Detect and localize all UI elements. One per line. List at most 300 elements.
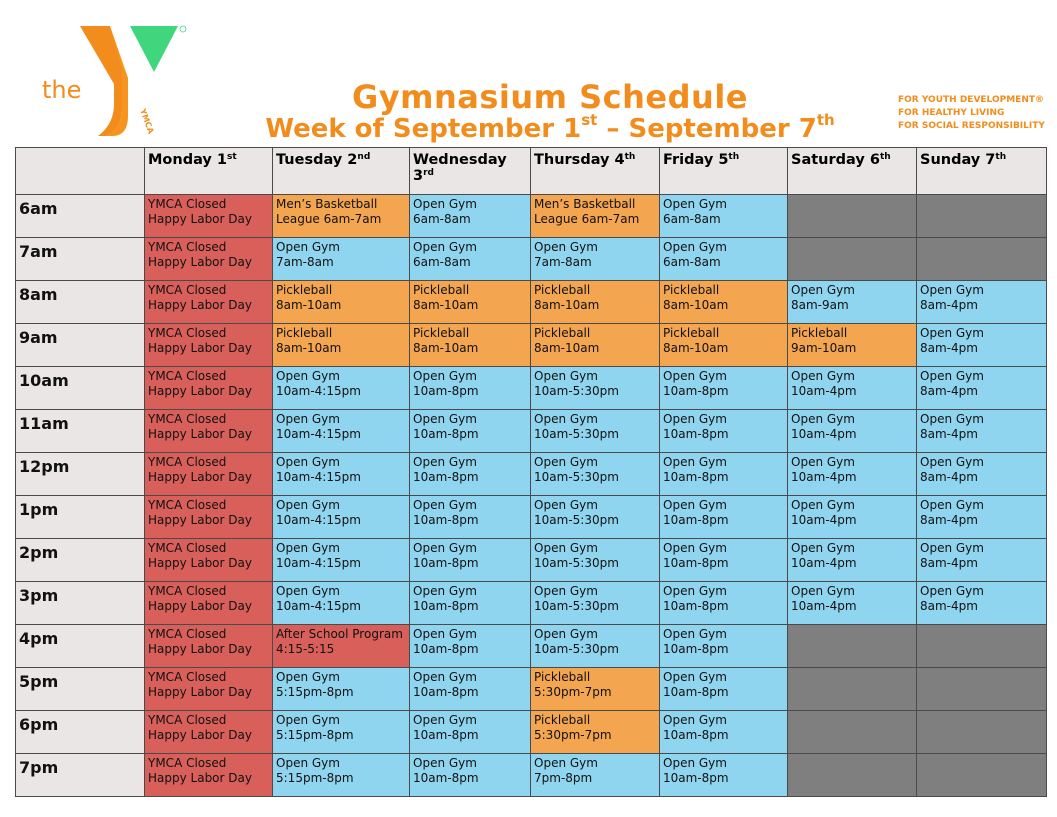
schedule-cell bbox=[273, 410, 410, 453]
activity-time: Happy Labor Day bbox=[148, 513, 252, 527]
schedule-cell bbox=[410, 625, 531, 668]
activity-name: Open Gym bbox=[413, 369, 477, 383]
activity-time: 5:30pm-7pm bbox=[534, 685, 612, 699]
activity-time: 10am-5:30pm bbox=[534, 513, 619, 527]
activity-time: 10am-8pm bbox=[663, 642, 729, 656]
activity-name: Open Gym bbox=[276, 412, 340, 426]
activity-time: 10am-4pm bbox=[791, 470, 857, 484]
activity-time: 8am-10am bbox=[276, 298, 342, 312]
schedule-cell bbox=[410, 754, 531, 797]
activity-name: Pickleball bbox=[534, 326, 591, 340]
schedule-cell bbox=[410, 711, 531, 754]
time-label: 7am bbox=[16, 238, 145, 281]
activity-name: YMCA Closed bbox=[148, 584, 227, 598]
activity-name: Open Gym bbox=[663, 756, 727, 770]
activity-time: 10am-8pm bbox=[413, 771, 479, 785]
schedule-cell bbox=[531, 367, 660, 410]
schedule-cell bbox=[145, 539, 273, 582]
schedule-cell bbox=[531, 668, 660, 711]
schedule-cell bbox=[660, 668, 788, 711]
activity-time: Happy Labor Day bbox=[148, 384, 252, 398]
logo-the-text: the bbox=[42, 76, 82, 104]
schedule-cell bbox=[660, 238, 788, 281]
activity-time: 8am-10am bbox=[534, 341, 600, 355]
activity-name: Open Gym bbox=[276, 455, 340, 469]
activity-name: Open Gym bbox=[791, 369, 855, 383]
schedule-cell bbox=[788, 410, 917, 453]
activity-name: YMCA Closed bbox=[148, 283, 227, 297]
activity-name: Open Gym bbox=[920, 584, 984, 598]
activity-name: Pickleball bbox=[534, 670, 591, 684]
schedule-row bbox=[16, 410, 1047, 453]
activity-name: Open Gym bbox=[276, 369, 340, 383]
page-subtitle: Week of September 1st – September 7th bbox=[265, 111, 835, 144]
activity-time: 8am-4pm bbox=[920, 384, 978, 398]
activity-time: 10am-8pm bbox=[413, 728, 479, 742]
activity-time: 7am-8am bbox=[534, 255, 592, 269]
activity-time: Happy Labor Day bbox=[148, 212, 252, 226]
activity-time: Happy Labor Day bbox=[148, 470, 252, 484]
activity-name: Open Gym bbox=[791, 541, 855, 555]
activity-time: 8am-10am bbox=[413, 298, 479, 312]
activity-time: 8am-4pm bbox=[920, 556, 978, 570]
schedule-cell bbox=[917, 324, 1047, 367]
activity-time: 10am-8pm bbox=[663, 513, 729, 527]
schedule-cell bbox=[788, 496, 917, 539]
schedule-cell bbox=[273, 238, 410, 281]
activity-name: YMCA Closed bbox=[148, 197, 227, 211]
schedule-cell bbox=[410, 453, 531, 496]
schedule-cell bbox=[145, 324, 273, 367]
schedule-cell bbox=[788, 195, 917, 238]
schedule-cell bbox=[531, 281, 660, 324]
activity-time: 8am-10am bbox=[276, 341, 342, 355]
activity-time: 6am-8am bbox=[413, 255, 471, 269]
schedule-cell bbox=[660, 453, 788, 496]
activity-time: 10am-4:15pm bbox=[276, 513, 361, 527]
schedule-cell bbox=[788, 367, 917, 410]
activity-name: Open Gym bbox=[413, 756, 477, 770]
schedule-row bbox=[16, 582, 1047, 625]
activity-time: 10am-5:30pm bbox=[534, 556, 619, 570]
schedule-cell bbox=[788, 453, 917, 496]
activity-name: Open Gym bbox=[791, 283, 855, 297]
activity-name: Open Gym bbox=[663, 369, 727, 383]
schedule-cell bbox=[273, 496, 410, 539]
tagline-line: FOR YOUTH DEVELOPMENT® bbox=[898, 95, 1044, 105]
activity-name: Open Gym bbox=[534, 541, 598, 555]
schedule-cell bbox=[531, 539, 660, 582]
schedule-cell bbox=[145, 625, 273, 668]
schedule-cell bbox=[788, 668, 917, 711]
activity-time: 5:30pm-7pm bbox=[534, 728, 612, 742]
time-label: 3pm bbox=[16, 582, 145, 625]
day-header: Wednesday 3rd bbox=[410, 148, 531, 195]
activity-name: Open Gym bbox=[413, 670, 477, 684]
activity-time: 10am-4:15pm bbox=[276, 384, 361, 398]
schedule-cell bbox=[660, 281, 788, 324]
day-header: Saturday 6th bbox=[788, 148, 917, 195]
activity-time: 10am-8pm bbox=[413, 556, 479, 570]
activity-time: 10am-8pm bbox=[663, 470, 729, 484]
activity-name: Open Gym bbox=[791, 584, 855, 598]
schedule-cell bbox=[917, 754, 1047, 797]
schedule-cell bbox=[145, 410, 273, 453]
schedule-cell bbox=[273, 539, 410, 582]
activity-time: 10am-4pm bbox=[791, 384, 857, 398]
activity-time: Happy Labor Day bbox=[148, 255, 252, 269]
day-header: Thursday 4th bbox=[531, 148, 660, 195]
activity-time: 10am-8pm bbox=[663, 599, 729, 613]
time-label: 6am bbox=[16, 195, 145, 238]
activity-time: Happy Labor Day bbox=[148, 341, 252, 355]
activity-name: YMCA Closed bbox=[148, 369, 227, 383]
ymca-logo bbox=[36, 20, 196, 142]
activity-time: 10am-8pm bbox=[663, 685, 729, 699]
activity-name: Pickleball bbox=[534, 283, 591, 297]
activity-name: Open Gym bbox=[413, 455, 477, 469]
header-row bbox=[16, 148, 1047, 195]
activity-name: Open Gym bbox=[663, 240, 727, 254]
activity-time: 10am-4pm bbox=[791, 599, 857, 613]
activity-time: 5:15pm-8pm bbox=[276, 685, 354, 699]
schedule-cell bbox=[145, 582, 273, 625]
activity-name: Open Gym bbox=[276, 713, 340, 727]
activity-name: Open Gym bbox=[276, 756, 340, 770]
schedule-cell bbox=[531, 410, 660, 453]
schedule-cell bbox=[410, 281, 531, 324]
activity-time: 6am-8am bbox=[663, 212, 721, 226]
schedule-cell bbox=[145, 453, 273, 496]
schedule-cell bbox=[660, 625, 788, 668]
schedule-cell bbox=[917, 668, 1047, 711]
activity-time: 10am-5:30pm bbox=[534, 384, 619, 398]
activity-time: Happy Labor Day bbox=[148, 771, 252, 785]
activity-name: Open Gym bbox=[663, 584, 727, 598]
activity-time: 8am-10am bbox=[413, 341, 479, 355]
activity-time: 10am-4pm bbox=[791, 427, 857, 441]
tagline bbox=[898, 94, 1045, 133]
activity-time: League 6am-7am bbox=[276, 212, 382, 226]
schedule-cell bbox=[145, 367, 273, 410]
schedule-row bbox=[16, 539, 1047, 582]
schedule-cell bbox=[917, 582, 1047, 625]
activity-name: Open Gym bbox=[534, 584, 598, 598]
schedule-cell bbox=[273, 754, 410, 797]
activity-time: 8am-4pm bbox=[920, 341, 978, 355]
schedule-cell bbox=[273, 324, 410, 367]
activity-name: Open Gym bbox=[920, 541, 984, 555]
activity-name: Pickleball bbox=[791, 326, 848, 340]
page-title: Gymnasium Schedule bbox=[352, 78, 748, 116]
activity-name: After School Program bbox=[276, 627, 403, 641]
schedule-row bbox=[16, 324, 1047, 367]
day-header: Friday 5th bbox=[660, 148, 788, 195]
activity-name: Pickleball bbox=[534, 713, 591, 727]
activity-name: Open Gym bbox=[663, 670, 727, 684]
schedule-cell bbox=[145, 238, 273, 281]
day-header: Monday 1st bbox=[145, 148, 273, 195]
schedule-row bbox=[16, 754, 1047, 797]
schedule-cell bbox=[531, 195, 660, 238]
tagline-line: FOR SOCIAL RESPONSIBILITY bbox=[898, 121, 1045, 131]
activity-name: Open Gym bbox=[663, 455, 727, 469]
activity-name: YMCA Closed bbox=[148, 627, 227, 641]
activity-name: Open Gym bbox=[413, 498, 477, 512]
activity-time: 8am-4pm bbox=[920, 599, 978, 613]
schedule-row bbox=[16, 367, 1047, 410]
schedule-cell bbox=[531, 625, 660, 668]
schedule-cell bbox=[273, 625, 410, 668]
activity-time: 9am-10am bbox=[791, 341, 857, 355]
schedule-cell bbox=[660, 582, 788, 625]
activity-name: Open Gym bbox=[920, 369, 984, 383]
schedule-cell bbox=[531, 238, 660, 281]
activity-name: Open Gym bbox=[920, 455, 984, 469]
schedule-cell bbox=[660, 539, 788, 582]
activity-time: 8am-4pm bbox=[920, 427, 978, 441]
schedule-cell bbox=[917, 496, 1047, 539]
time-label: 12pm bbox=[16, 453, 145, 496]
schedule-cell bbox=[788, 324, 917, 367]
activity-name: Open Gym bbox=[663, 541, 727, 555]
time-label: 11am bbox=[16, 410, 145, 453]
activity-time: 7am-8am bbox=[276, 255, 334, 269]
schedule-cell bbox=[410, 496, 531, 539]
schedule-cell bbox=[273, 582, 410, 625]
activity-name: Open Gym bbox=[276, 541, 340, 555]
time-label: 4pm bbox=[16, 625, 145, 668]
schedule-cell bbox=[660, 324, 788, 367]
schedule-cell bbox=[788, 754, 917, 797]
schedule-cell bbox=[145, 496, 273, 539]
activity-name: YMCA Closed bbox=[148, 498, 227, 512]
schedule-cell bbox=[917, 367, 1047, 410]
schedule-cell bbox=[273, 668, 410, 711]
schedule-cell bbox=[531, 711, 660, 754]
time-label: 9am bbox=[16, 324, 145, 367]
activity-name: Open Gym bbox=[276, 670, 340, 684]
activity-time: League 6am-7am bbox=[534, 212, 640, 226]
activity-time: 6am-8am bbox=[413, 212, 471, 226]
activity-name: Open Gym bbox=[276, 240, 340, 254]
activity-name: YMCA Closed bbox=[148, 670, 227, 684]
schedule-cell bbox=[410, 195, 531, 238]
activity-name: Pickleball bbox=[276, 283, 333, 297]
activity-name: Open Gym bbox=[413, 197, 477, 211]
activity-time: 10am-5:30pm bbox=[534, 427, 619, 441]
activity-time: 10am-4pm bbox=[791, 513, 857, 527]
activity-time: 5:15pm-8pm bbox=[276, 728, 354, 742]
schedule-cell bbox=[273, 711, 410, 754]
activity-time: 10am-8pm bbox=[413, 685, 479, 699]
schedule-row bbox=[16, 496, 1047, 539]
activity-name: Open Gym bbox=[534, 498, 598, 512]
activity-time: Happy Labor Day bbox=[148, 642, 252, 656]
activity-time: 10am-5:30pm bbox=[534, 599, 619, 613]
activity-time: Happy Labor Day bbox=[148, 685, 252, 699]
activity-time: Happy Labor Day bbox=[148, 599, 252, 613]
activity-time: 8am-10am bbox=[663, 341, 729, 355]
logo-ymca-text: YMCA bbox=[138, 107, 156, 135]
activity-time: 10am-4:15pm bbox=[276, 427, 361, 441]
activity-name: Open Gym bbox=[276, 498, 340, 512]
schedule-cell bbox=[660, 367, 788, 410]
activity-time: 10am-8pm bbox=[413, 599, 479, 613]
activity-time: 10am-5:30pm bbox=[534, 642, 619, 656]
schedule-row bbox=[16, 195, 1047, 238]
activity-name: Men’s Basketball bbox=[276, 197, 378, 211]
activity-time: 8am-4pm bbox=[920, 513, 978, 527]
activity-time: 10am-8pm bbox=[413, 427, 479, 441]
activity-time: 7pm-8pm bbox=[534, 771, 593, 785]
schedule-cell bbox=[273, 281, 410, 324]
activity-time: 4:15-5:15 bbox=[276, 642, 335, 656]
schedule-cell bbox=[410, 324, 531, 367]
schedule-row bbox=[16, 668, 1047, 711]
schedule-cell bbox=[917, 281, 1047, 324]
activity-time: 10am-8pm bbox=[663, 771, 729, 785]
schedule-table bbox=[15, 147, 1047, 797]
activity-name: Open Gym bbox=[663, 412, 727, 426]
activity-time: Happy Labor Day bbox=[148, 298, 252, 312]
schedule-cell bbox=[788, 238, 917, 281]
activity-name: Open Gym bbox=[663, 627, 727, 641]
schedule-cell bbox=[917, 711, 1047, 754]
activity-name: Open Gym bbox=[920, 326, 984, 340]
schedule-row bbox=[16, 281, 1047, 324]
schedule-row bbox=[16, 453, 1047, 496]
activity-name: Open Gym bbox=[534, 369, 598, 383]
activity-time: 10am-8pm bbox=[413, 513, 479, 527]
schedule-cell bbox=[273, 195, 410, 238]
activity-time: 8am-10am bbox=[534, 298, 600, 312]
activity-name: YMCA Closed bbox=[148, 756, 227, 770]
activity-time: 10am-8pm bbox=[663, 384, 729, 398]
activity-name: Pickleball bbox=[663, 283, 720, 297]
activity-name: Pickleball bbox=[413, 326, 470, 340]
activity-name: Open Gym bbox=[920, 283, 984, 297]
schedule-cell bbox=[145, 668, 273, 711]
schedule-cell bbox=[410, 410, 531, 453]
schedule-cell bbox=[660, 496, 788, 539]
activity-name: Open Gym bbox=[534, 412, 598, 426]
activity-time: 10am-8pm bbox=[663, 556, 729, 570]
activity-time: 8am-10am bbox=[663, 298, 729, 312]
schedule-cell bbox=[145, 195, 273, 238]
schedule-cell bbox=[788, 281, 917, 324]
activity-name: Men’s Basketball bbox=[534, 197, 636, 211]
schedule-cell bbox=[660, 410, 788, 453]
activity-name: YMCA Closed bbox=[148, 326, 227, 340]
schedule-cell bbox=[788, 625, 917, 668]
activity-time: 10am-5:30pm bbox=[534, 470, 619, 484]
header-corner bbox=[16, 148, 145, 195]
schedule-cell bbox=[788, 539, 917, 582]
activity-name: Open Gym bbox=[413, 240, 477, 254]
activity-name: Open Gym bbox=[663, 197, 727, 211]
activity-name: Open Gym bbox=[791, 455, 855, 469]
schedule-row bbox=[16, 238, 1047, 281]
schedule-cell bbox=[917, 625, 1047, 668]
time-label: 7pm bbox=[16, 754, 145, 797]
schedule-cell bbox=[917, 539, 1047, 582]
time-label: 10am bbox=[16, 367, 145, 410]
activity-time: 10am-8pm bbox=[413, 384, 479, 398]
activity-name: Open Gym bbox=[534, 240, 598, 254]
activity-name: Open Gym bbox=[413, 541, 477, 555]
activity-time: 10am-4pm bbox=[791, 556, 857, 570]
activity-name: Open Gym bbox=[534, 627, 598, 641]
tagline-line: FOR HEALTHY LIVING bbox=[898, 108, 1005, 118]
time-label: 2pm bbox=[16, 539, 145, 582]
activity-name: Open Gym bbox=[663, 713, 727, 727]
activity-time: 10am-8pm bbox=[663, 728, 729, 742]
schedule-cell bbox=[660, 711, 788, 754]
activity-time: 5:15pm-8pm bbox=[276, 771, 354, 785]
schedule-cell bbox=[410, 367, 531, 410]
time-label: 5pm bbox=[16, 668, 145, 711]
day-header: Sunday 7th bbox=[917, 148, 1047, 195]
schedule-cell bbox=[145, 754, 273, 797]
activity-name: Pickleball bbox=[413, 283, 470, 297]
schedule-cell bbox=[788, 582, 917, 625]
schedule-cell bbox=[531, 496, 660, 539]
schedule-cell bbox=[531, 582, 660, 625]
activity-name: Open Gym bbox=[791, 498, 855, 512]
schedule-cell bbox=[531, 324, 660, 367]
activity-time: 10am-4:15pm bbox=[276, 470, 361, 484]
activity-time: 10am-8pm bbox=[413, 642, 479, 656]
activity-name: YMCA Closed bbox=[148, 455, 227, 469]
schedule-cell bbox=[660, 754, 788, 797]
schedule-cell bbox=[410, 238, 531, 281]
schedule-cell bbox=[917, 410, 1047, 453]
schedule-row bbox=[16, 625, 1047, 668]
schedule-cell bbox=[917, 453, 1047, 496]
schedule-cell bbox=[145, 711, 273, 754]
activity-name: Open Gym bbox=[413, 627, 477, 641]
activity-name: YMCA Closed bbox=[148, 412, 227, 426]
activity-name: Open Gym bbox=[920, 498, 984, 512]
schedule-cell bbox=[788, 711, 917, 754]
schedule-cell bbox=[273, 367, 410, 410]
activity-name: Open Gym bbox=[413, 584, 477, 598]
activity-time: 8am-9am bbox=[791, 298, 849, 312]
schedule-cell bbox=[273, 453, 410, 496]
activity-time: 10am-8pm bbox=[663, 427, 729, 441]
activity-name: Open Gym bbox=[663, 498, 727, 512]
activity-name: YMCA Closed bbox=[148, 541, 227, 555]
time-label: 1pm bbox=[16, 496, 145, 539]
activity-name: Pickleball bbox=[276, 326, 333, 340]
activity-name: Open Gym bbox=[791, 412, 855, 426]
schedule-cell bbox=[660, 195, 788, 238]
activity-name: Open Gym bbox=[920, 412, 984, 426]
activity-name: Open Gym bbox=[534, 756, 598, 770]
schedule-cell bbox=[917, 238, 1047, 281]
activity-name: Pickleball bbox=[663, 326, 720, 340]
activity-time: 10am-4:15pm bbox=[276, 599, 361, 613]
schedule-cell bbox=[531, 453, 660, 496]
activity-time: Happy Labor Day bbox=[148, 427, 252, 441]
activity-time: 6am-8am bbox=[663, 255, 721, 269]
activity-time: 8am-4pm bbox=[920, 470, 978, 484]
activity-time: Happy Labor Day bbox=[148, 556, 252, 570]
activity-name: Open Gym bbox=[413, 412, 477, 426]
time-label: 8am bbox=[16, 281, 145, 324]
activity-name: YMCA Closed bbox=[148, 713, 227, 727]
